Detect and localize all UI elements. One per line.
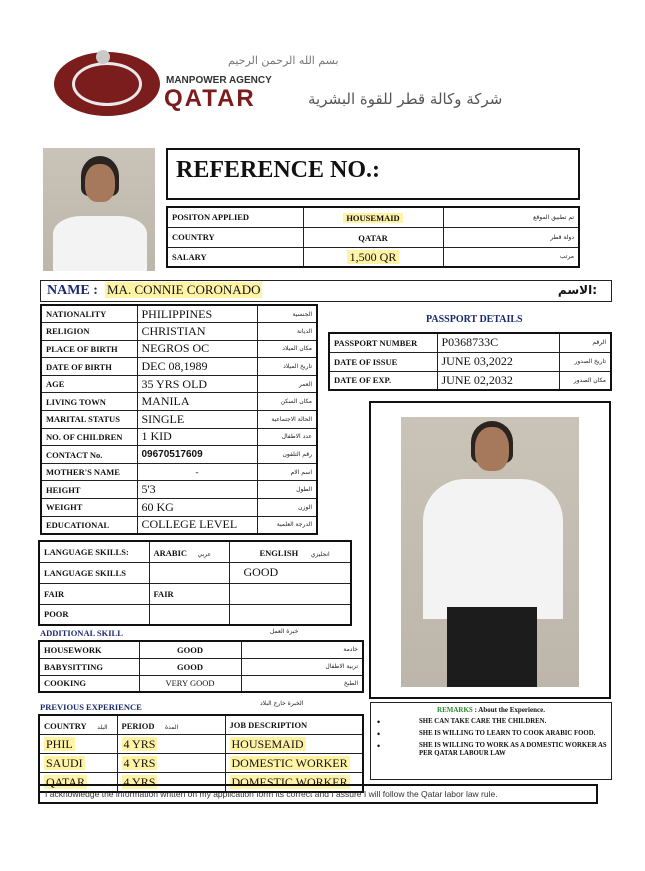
language-row xyxy=(39,562,351,583)
personal-row-label: DATE OF BIRTH xyxy=(41,358,137,376)
additional-row-value: GOOD xyxy=(139,658,241,675)
passport-row-label: DATE OF EXP. xyxy=(329,371,437,390)
language-row-arabic: FAIR xyxy=(149,583,229,604)
experience-title-ar: الخبرة خارج البلاد xyxy=(260,700,304,707)
personal-row-value: 5'3 xyxy=(137,481,257,499)
personal-table xyxy=(40,304,318,535)
language-header-arabic: ARABIC عربي xyxy=(149,541,229,562)
personal-row-ar: الحالة الاجتماعية xyxy=(257,411,317,429)
language-row xyxy=(39,604,351,625)
personal-row xyxy=(41,463,317,481)
additional-row xyxy=(39,675,363,692)
experience-row-job: DOMESTIC WORKER xyxy=(225,773,363,793)
personal-row-ar: تاريخ الميلاد xyxy=(257,358,317,376)
personal-row-label: AGE xyxy=(41,375,137,393)
experience-table xyxy=(38,714,364,793)
personal-row-label: CONTACT No. xyxy=(41,446,137,464)
language-row-english: GOOD xyxy=(229,562,351,583)
passport-row-value: JUNE 02,2032 xyxy=(437,371,559,390)
remark-item: • SHE IS WILLING TO LEARN TO COOK ARABIC FOOD. xyxy=(371,730,611,738)
personal-row-label: WEIGHT xyxy=(41,499,137,517)
agency-subtitle: MANPOWER AGENCY xyxy=(166,75,272,86)
basmala: بسم الله الرحمن الرحيم xyxy=(228,54,339,67)
additional-title-ar: خبرة العمل xyxy=(270,628,299,635)
position-row-label: SALARY xyxy=(167,247,303,267)
language-row-english xyxy=(229,604,351,625)
language-row-label: LANGUAGE SKILLS xyxy=(39,562,149,583)
passport-row-ar: مكان الصدور xyxy=(559,371,611,390)
personal-row xyxy=(41,375,317,393)
personal-row-value: 60 KG xyxy=(137,499,257,517)
experience-row-country: SAUDI xyxy=(39,754,117,773)
position-row xyxy=(167,227,579,247)
passport-row-label: DATE OF ISSUE xyxy=(329,352,437,371)
personal-row xyxy=(41,340,317,358)
name-label: NAME : xyxy=(47,283,98,298)
position-row-ar: مرتب xyxy=(443,247,579,267)
agency-name-ar: شركة وكالة قطر للقوة البشرية xyxy=(308,90,503,108)
position-row-value: HOUSEMAID xyxy=(303,207,443,227)
personal-row-value: CHRISTIAN xyxy=(137,323,257,341)
remarks-box xyxy=(370,702,612,780)
logo-ring xyxy=(72,62,142,106)
additional-row-label: BABYSITTING xyxy=(39,658,139,675)
language-row xyxy=(39,583,351,604)
personal-row-ar: الجنسية xyxy=(257,305,317,323)
additional-row-value: VERY GOOD xyxy=(139,675,241,692)
personal-row-ar: الدرجة العلمية xyxy=(257,516,317,534)
exp-header-job: JOB DESCRIPTION xyxy=(225,715,363,735)
remarks-title-rest: : About the Experience. xyxy=(474,706,545,714)
additional-row-ar: الطبخ xyxy=(241,675,363,692)
personal-row-label: NO. OF CHILDREN xyxy=(41,428,137,446)
personal-row-ar: العمر xyxy=(257,375,317,393)
language-row-english xyxy=(229,583,351,604)
language-table xyxy=(38,540,352,626)
passport-row xyxy=(329,371,611,390)
personal-row-ar: مكان الميلاد xyxy=(257,340,317,358)
experience-row-job: DOMESTIC WORKER xyxy=(225,754,363,773)
name-bar xyxy=(40,280,612,302)
exp-header-period: PERIOD المدة xyxy=(117,715,225,735)
personal-row-label: NATIONALITY xyxy=(41,305,137,323)
position-row-value: 1,500 QR xyxy=(303,247,443,267)
additional-table xyxy=(38,640,364,693)
personal-row-ar: الديانة xyxy=(257,323,317,341)
experience-row-country: QATAR xyxy=(39,773,117,793)
position-row-label: COUNTRY xyxy=(167,227,303,247)
passport-row-label: PASSPORT NUMBER xyxy=(329,333,437,352)
acknowledgement-text: I acknowledge the information written on my application form its correct and I assure I will follow the Qatar labor law rule. xyxy=(45,789,498,799)
name-value: MA. CONNIE CORONADO xyxy=(107,282,261,297)
personal-row xyxy=(41,305,317,323)
personal-row-value: SINGLE xyxy=(137,411,257,429)
language-row-arabic xyxy=(149,604,229,625)
position-row-value: QATAR xyxy=(303,227,443,247)
experience-row xyxy=(39,754,363,773)
personal-row-ar: مكان السكن xyxy=(257,393,317,411)
reference-label: REFERENCE NO.: xyxy=(176,157,381,183)
personal-row-label: RELIGION xyxy=(41,323,137,341)
language-row-label: FAIR xyxy=(39,583,149,604)
passport-row-value: P0368733C xyxy=(437,333,559,352)
position-row-label: POSITON APPLIED xyxy=(167,207,303,227)
personal-row-value: 09670517609 xyxy=(137,446,257,464)
position-row-ar: تم تطبيق الموقع xyxy=(443,207,579,227)
personal-row-ar: عدد الاطفال xyxy=(257,428,317,446)
remark-item: • SHE CAN TAKE CARE THE CHILDREN. xyxy=(371,718,611,726)
personal-row-value: DEC 08,1989 xyxy=(137,358,257,376)
language-header-english: ENGLISH انجليزي xyxy=(229,541,351,562)
experience-row-country: PHIL xyxy=(39,735,117,754)
personal-row-value: 35 YRS OLD xyxy=(137,375,257,393)
name-label-ar: الاسم: xyxy=(557,283,597,297)
personal-row xyxy=(41,428,317,446)
personal-row-value: 1 KID xyxy=(137,428,257,446)
position-table xyxy=(166,206,580,268)
personal-row xyxy=(41,499,317,517)
experience-title: PREVIOUS EXPERIENCE xyxy=(40,702,142,712)
language-header-label: LANGUAGE SKILLS: xyxy=(39,541,149,562)
personal-row xyxy=(41,393,317,411)
personal-row-label: LIVING TOWN xyxy=(41,393,137,411)
additional-row-label: COOKING xyxy=(39,675,139,692)
reference-box xyxy=(166,148,580,200)
personal-row xyxy=(41,446,317,464)
remarks-title: REMARKS xyxy=(437,706,473,714)
experience-row-period: 4 YRS xyxy=(117,773,225,793)
additional-row-label: HOUSEWORK xyxy=(39,641,139,658)
passport-row xyxy=(329,333,611,352)
passport-row-ar: الرقم xyxy=(559,333,611,352)
experience-row-period: 4 YRS xyxy=(117,735,225,754)
applicant-photo-small xyxy=(43,148,155,271)
additional-row xyxy=(39,658,363,675)
language-row-arabic xyxy=(149,562,229,583)
personal-row-label: EDUCATIONAL xyxy=(41,516,137,534)
passport-row-ar: تاريخ الصدور xyxy=(559,352,611,371)
personal-row-value: PHILIPPINES xyxy=(137,305,257,323)
personal-row-ar: اسم الام xyxy=(257,463,317,481)
position-row-ar: دولة قطر xyxy=(443,227,579,247)
personal-row-ar: الطول xyxy=(257,481,317,499)
additional-row-ar: تربية الاطفال xyxy=(241,658,363,675)
personal-row-value: - xyxy=(137,463,257,481)
applicant-photo-frame xyxy=(369,401,611,699)
language-row-label: POOR xyxy=(39,604,149,625)
personal-row-label: HEIGHT xyxy=(41,481,137,499)
position-row xyxy=(167,207,579,227)
personal-row-value: NEGROS OC xyxy=(137,340,257,358)
personal-row-label: PLACE OF BIRTH xyxy=(41,340,137,358)
personal-row xyxy=(41,411,317,429)
additional-row-value: GOOD xyxy=(139,641,241,658)
position-row xyxy=(167,247,579,267)
experience-row-period: 4 YRS xyxy=(117,754,225,773)
experience-row-job: HOUSEMAID xyxy=(225,735,363,754)
passport-row xyxy=(329,352,611,371)
personal-row-ar: الوزن xyxy=(257,499,317,517)
applicant-photo-full xyxy=(401,417,579,687)
personal-row xyxy=(41,516,317,534)
agency-name: QATAR xyxy=(164,85,256,112)
personal-row xyxy=(41,481,317,499)
logo-dot xyxy=(96,50,110,64)
personal-row-value: COLLEGE LEVEL xyxy=(137,516,257,534)
experience-row xyxy=(39,735,363,754)
personal-row-value: MANILA xyxy=(137,393,257,411)
personal-row xyxy=(41,358,317,376)
exp-header-country: COUNTRY البلد xyxy=(39,715,117,735)
passport-table xyxy=(328,332,612,391)
personal-row-ar: رقم التلفون xyxy=(257,446,317,464)
additional-row-ar: خادمة xyxy=(241,641,363,658)
remark-item: • SHE IS WILLING TO WORK AS A DOMESTIC WORKER AS PER QATAR LABOUR LAW xyxy=(371,742,611,758)
personal-row-label: MARITAL STATUS xyxy=(41,411,137,429)
additional-row xyxy=(39,641,363,658)
additional-title: ADDITIONAL SKILL xyxy=(40,628,123,638)
personal-row xyxy=(41,323,317,341)
passport-title: PASSPORT DETAILS xyxy=(426,314,523,325)
passport-row-value: JUNE 03,2022 xyxy=(437,352,559,371)
personal-row-label: MOTHER'S NAME xyxy=(41,463,137,481)
acknowledgement-box xyxy=(38,784,598,804)
